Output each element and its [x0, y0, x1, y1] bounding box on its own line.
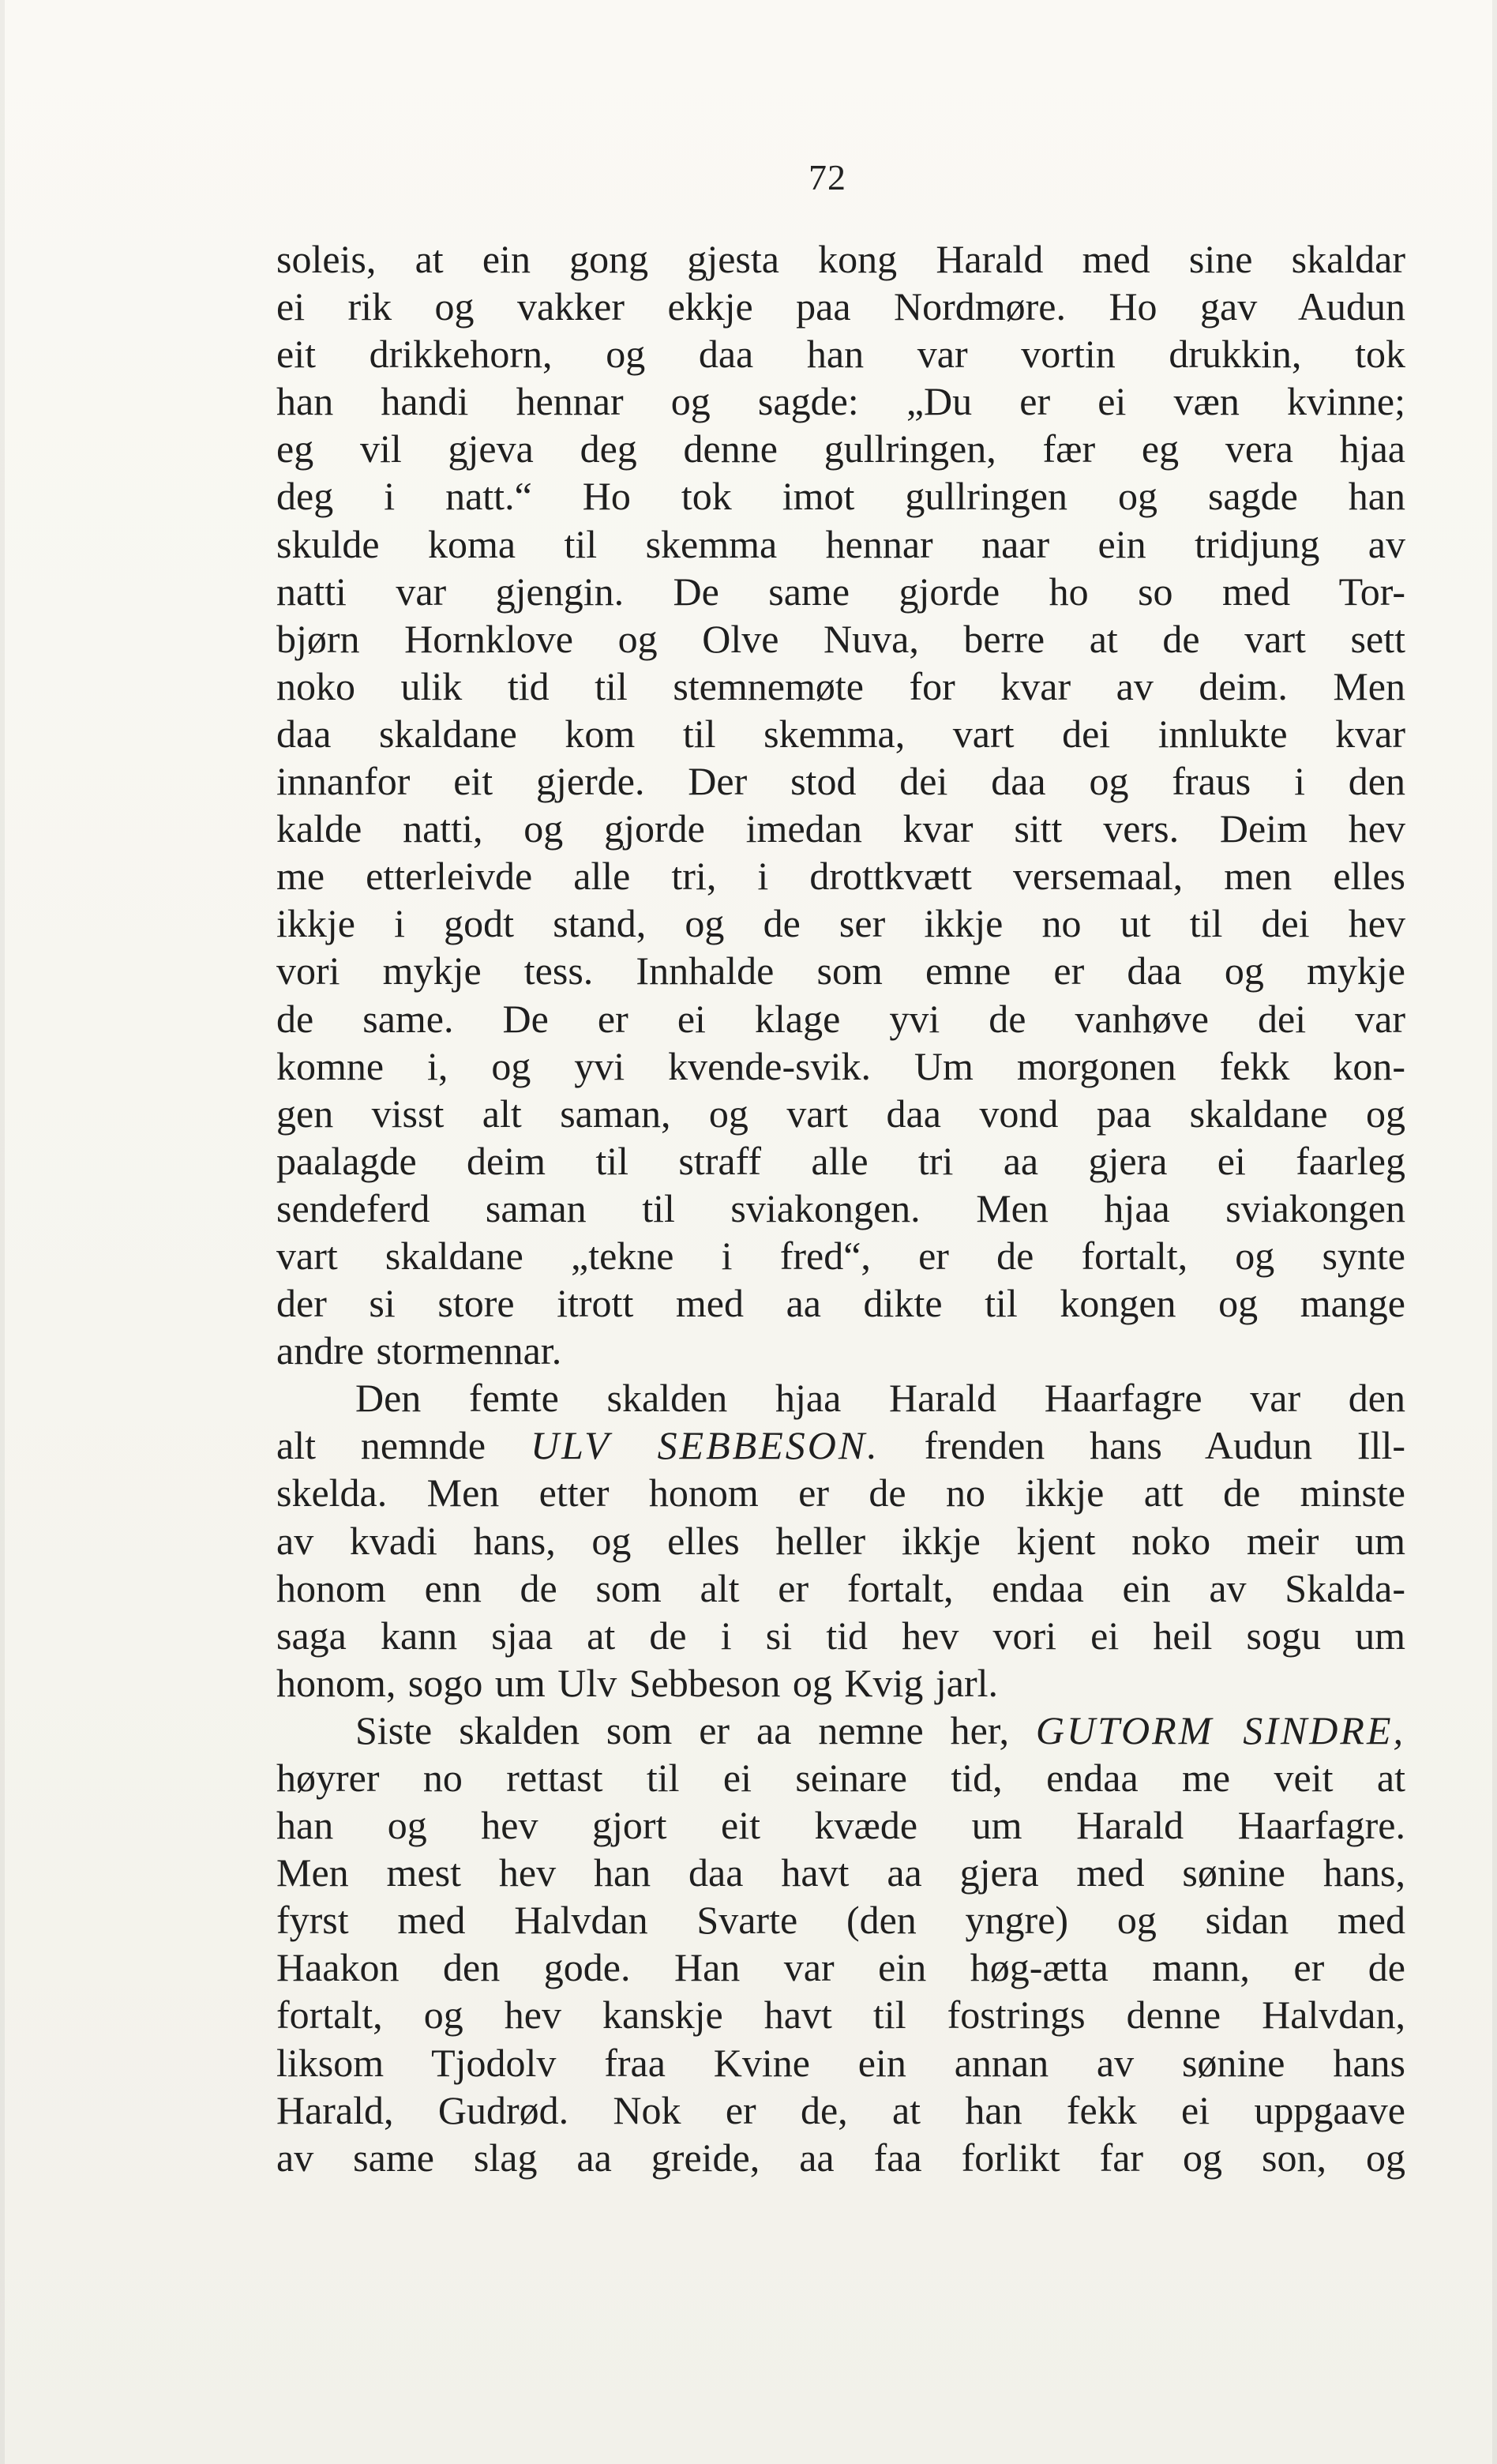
line-text-cont: frenden hans Audun Ill- [879, 1423, 1405, 1468]
text-line [276, 1469, 1405, 1516]
text-line [276, 1517, 1405, 1564]
text-line [276, 1754, 1405, 1801]
text-line [276, 1991, 1405, 2038]
text-line [276, 472, 1405, 520]
line-text: innanfor eit gjerde. Der stod dei daa og fraus i den [276, 759, 1405, 804]
text-line [276, 1896, 1405, 1944]
line-text: av kvadi hans, og elles heller ikkje kjent noko meir um [276, 1518, 1405, 1563]
text-line [276, 1137, 1405, 1185]
italic-name: GUTORM SINDRE, [1035, 1707, 1405, 1752]
line-text: han handi hennar og sagde: „Du er ei væn kvinne; [276, 379, 1405, 424]
line-text: sendeferd saman til sviakongen. Men hjaa sviakongen [276, 1185, 1405, 1230]
text-line [276, 710, 1405, 757]
text-line [276, 852, 1405, 900]
line-text: kalde natti, og gjorde imedan kvar sitt vers. Deim hev [276, 806, 1405, 851]
line-text: fortalt, og hev kanskje havt til fostrings denne Halvdan, [276, 1993, 1405, 2038]
text-line [276, 1232, 1405, 1279]
line-text: eit drikkehorn, og daa han var vortin drukkin, tok [276, 332, 1405, 377]
text-line [276, 568, 1405, 615]
line-text: deg i natt.“ Ho tok imot gullringen og sagde han [276, 474, 1405, 519]
line-text: der si store itrott med aa dikte til kongen og mange [276, 1281, 1405, 1326]
line-text: saga kann sjaa at de i si tid hev vori ei heil sogu um [276, 1613, 1405, 1658]
text-line [276, 1707, 1405, 1754]
line-text: natti var gjengin. De same gjorde ho so med Tor- [276, 569, 1405, 614]
text-line [276, 520, 1405, 568]
line-text: daa skaldane kom til skemma, vart dei innlukte kvar [276, 711, 1405, 756]
line-text: bjørn Hornklove og Olve Nuva, berre at de vart sett [276, 616, 1405, 661]
text-line [276, 1042, 1405, 1090]
text-line [276, 1801, 1405, 1849]
text-line [276, 1849, 1405, 1896]
text-line [276, 1090, 1405, 1137]
scan-edge-left [0, 0, 5, 2464]
line-text: skelda. Men etter honom er de no ikkje att de minste [276, 1471, 1405, 1516]
line-text: paalagde deim til straff alle tri aa gjera ei faarleg [276, 1138, 1405, 1183]
text-line [276, 995, 1405, 1042]
text-line [276, 805, 1405, 852]
line-text: alt nemnde [276, 1423, 531, 1468]
line-text: Men mest hev han daa havt aa gjera med sønine hans, [276, 1850, 1405, 1895]
line-text: vart skaldane „tekne i fred“, er de fortalt, og synte [276, 1233, 1405, 1278]
line-text: de same. De er ei klage yvi de vanhøve dei var [276, 996, 1405, 1041]
line-text: noko ulik tid til stemnemøte for kvar av deim. Men [276, 663, 1405, 708]
text-line [276, 900, 1405, 947]
text-line [276, 615, 1405, 663]
scan-edge-right [1492, 0, 1497, 2464]
line-text: liksom Tjodolv fraa Kvine ein annan av sønine hans [276, 2040, 1405, 2085]
line-text: gen visst alt saman, og vart daa vond paa skaldane og [276, 1091, 1405, 1136]
text-line [276, 283, 1405, 330]
text-line [276, 1327, 1405, 1374]
text-line [276, 235, 1405, 283]
text-line [276, 757, 1405, 805]
line-text: høyrer no rettast til ei seinare tid, endaa me veit at [276, 1756, 1405, 1800]
line-text: me etterleivde alle tri, i drottkvætt versemaal, men elles [276, 854, 1405, 899]
line-text: skulde koma til skemma hennar naar ein tridjung av [276, 521, 1405, 566]
line-text: soleis, at ein gong gjesta kong Harald med sine skaldar [276, 237, 1405, 281]
line-text: ikkje i godt stand, og de ser ikkje no ut til dei hev [276, 901, 1405, 946]
line-text: honom enn de som alt er fortalt, endaa ein av Skalda- [276, 1565, 1405, 1610]
text-line [276, 1659, 1405, 1707]
text-line [276, 330, 1405, 377]
text-line [276, 377, 1405, 425]
text-line [276, 1564, 1405, 1612]
line-text: Siste skalden som er aa nemne her, [355, 1707, 1036, 1752]
text-line [276, 1185, 1405, 1232]
text-line [276, 2134, 1405, 2181]
line-text: av same slag aa greide, aa faa forlikt far og son, og [276, 2135, 1405, 2180]
line-text: honom, sogo um Ulv Sebbeson og Kvig jarl. [276, 1660, 999, 1705]
text-line [276, 1944, 1405, 1991]
line-text: andre stormennar. [276, 1328, 562, 1373]
text-line [276, 2087, 1405, 2134]
line-text: eg vil gjeva deg denne gullringen, fær eg vera hjaa [276, 426, 1405, 471]
line-text: fyrst med Halvdan Svarte (den yngre) og sidan med [276, 1898, 1405, 1943]
line-text: vori mykje tess. Innhalde som emne er daa og mykje [276, 948, 1405, 993]
line-text: Den femte skalden hjaa Harald Haarfagre var den [355, 1376, 1405, 1421]
page-number: 72 [809, 157, 846, 197]
text-line [276, 1612, 1405, 1659]
text-line [276, 1279, 1405, 1327]
body-text [276, 235, 1405, 2181]
text-line [276, 1374, 1405, 1422]
line-text: ei rik og vakker ekkje paa Nordmøre. Ho gav Audun [276, 284, 1405, 329]
text-line [276, 663, 1405, 710]
line-text: Harald, Gudrød. Nok er de, at han fekk ei uppgaave [276, 2087, 1405, 2132]
text-line [276, 425, 1405, 472]
line-text: Haakon den gode. Han var ein høg-ætta mann, er de [276, 1945, 1405, 1990]
line-text: han og hev gjort eit kvæde um Harald Haarfagre. [276, 1803, 1405, 1848]
line-text: komne i, og yvi kvende-svik. Um morgonen fekk kon- [276, 1043, 1405, 1088]
text-line [276, 2039, 1405, 2087]
text-line [276, 947, 1405, 994]
text-line [276, 1422, 1405, 1469]
italic-name: ULV SEBBESON. [531, 1423, 880, 1468]
